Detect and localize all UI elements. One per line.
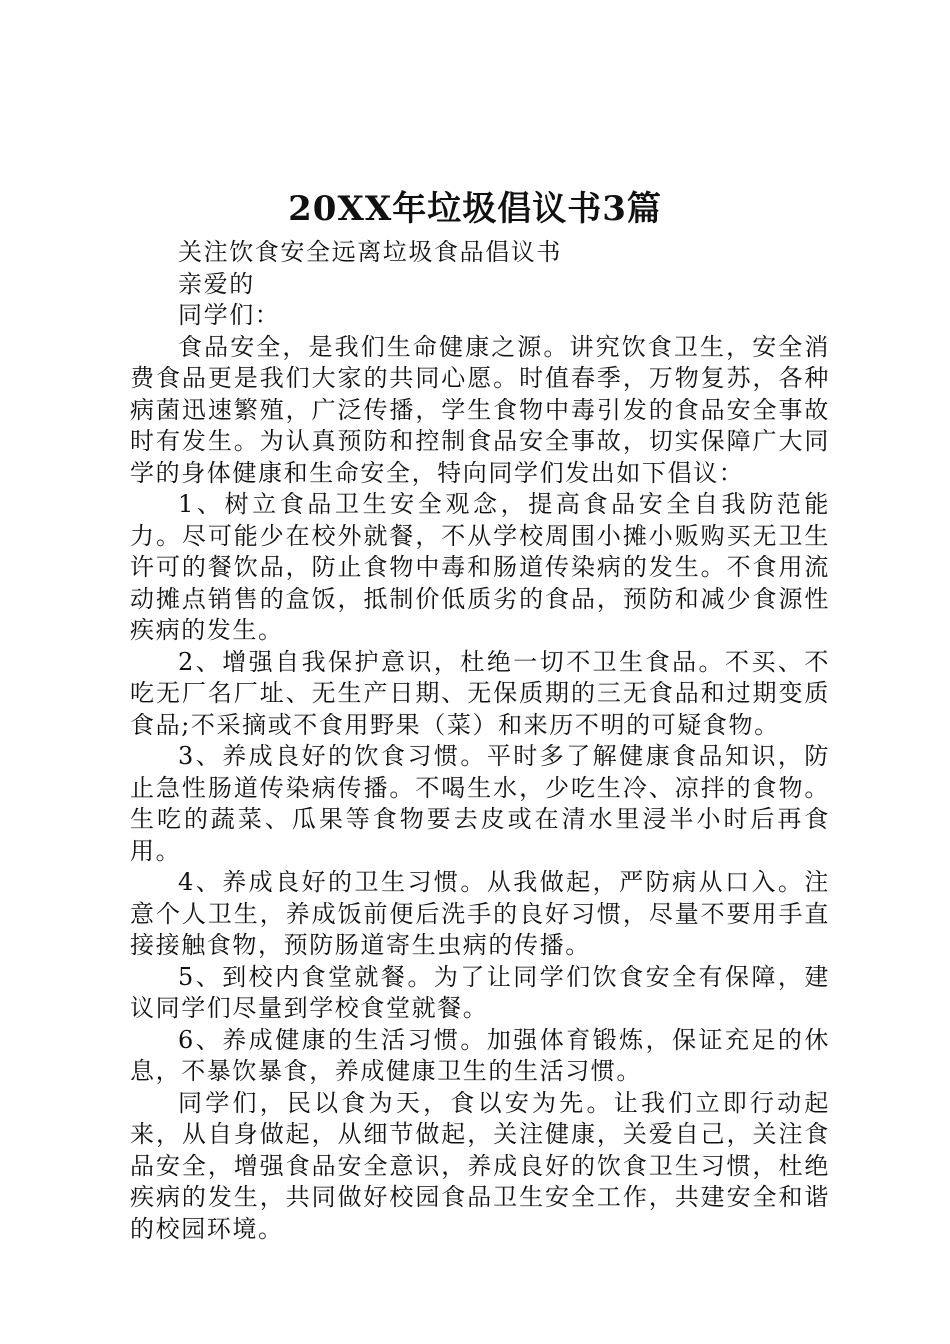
subtitle-line: 关注饮食安全远离垃圾食品倡议书: [178, 238, 562, 266]
document-body: [130, 237, 830, 1245]
closing-paragraph: 同学们，民以食为天，食以安为先。让我们立即行动起来，从自身做起，从细节做起，关注健康，关爱自己，关注食品安全，增强食品安全意识，养成良好的饮食卫生习惯，杜绝疾病的发生，共同做好校园食品卫生安全工作，共建安全和谐的校园环境。: [130, 1088, 830, 1243]
proposal-item-4: 4、养成良好的卫生习惯。从我做起，严防病从口入。注意个人卫生，养成饭前便后洗手的良好习惯，尽量不要用手直接接触食物，预防肠道寄生虫病的传播。: [130, 868, 830, 959]
salutation-line-1: 亲爱的: [178, 269, 255, 298]
salutation-line-2: 同学们：: [178, 301, 281, 329]
intro-paragraph: 食品安全，是我们生命健康之源。讲究饮食卫生，安全消费食品更是我们大家的共同心愿。时值春季，万物复苏，各种病菌迅速繁殖，广泛传播，学生食物中毒引发的食品安全事故时有发生。为认真预防和控制食品安全事故，切实保障广大同学的身体健康和生命安全，特向同学们发出如下倡议：: [130, 332, 830, 487]
proposal-item-1: 1、树立食品卫生安全观念，提高食品安全自我防范能力。尽可能少在校外就餐，不从学校周围小摊小贩购买无卫生许可的餐饮品，防止食物中毒和肠道传染病的发生。不食用流动摊点销售的盒饭，抵制价低质劣的食品，预防和减少食源性疾病的发生。: [130, 490, 830, 644]
proposal-item-6: 6、养成健康的生活习惯。加强体育锻炼，保证充足的休息，不暴饮暴食，养成健康卫生的生活习惯。: [130, 1025, 830, 1085]
document-title: 20XX年垃圾倡议书3篇: [288, 189, 662, 229]
proposal-item-5: 5、到校内食堂就餐。为了让同学们饮食安全有保障，建议同学们尽量到学校食堂就餐。: [130, 962, 830, 1022]
proposal-item-2: 2、增强自我保护意识，杜绝一切不卫生食品。不买、不吃无厂名厂址、无生产日期、无保质期的三无食品和过期变质食品;不采摘或不食用野果（菜）和来历不明的可疑食物。: [130, 647, 830, 739]
proposal-item-3: 3、养成良好的饮食习惯。平时多了解健康食品知识，防止急性肠道传染病传播。不喝生水，少吃生冷、凉拌的食物。生吃的蔬菜、瓜果等食物要去皮或在清水里浸半小时后再食用。: [130, 742, 830, 865]
